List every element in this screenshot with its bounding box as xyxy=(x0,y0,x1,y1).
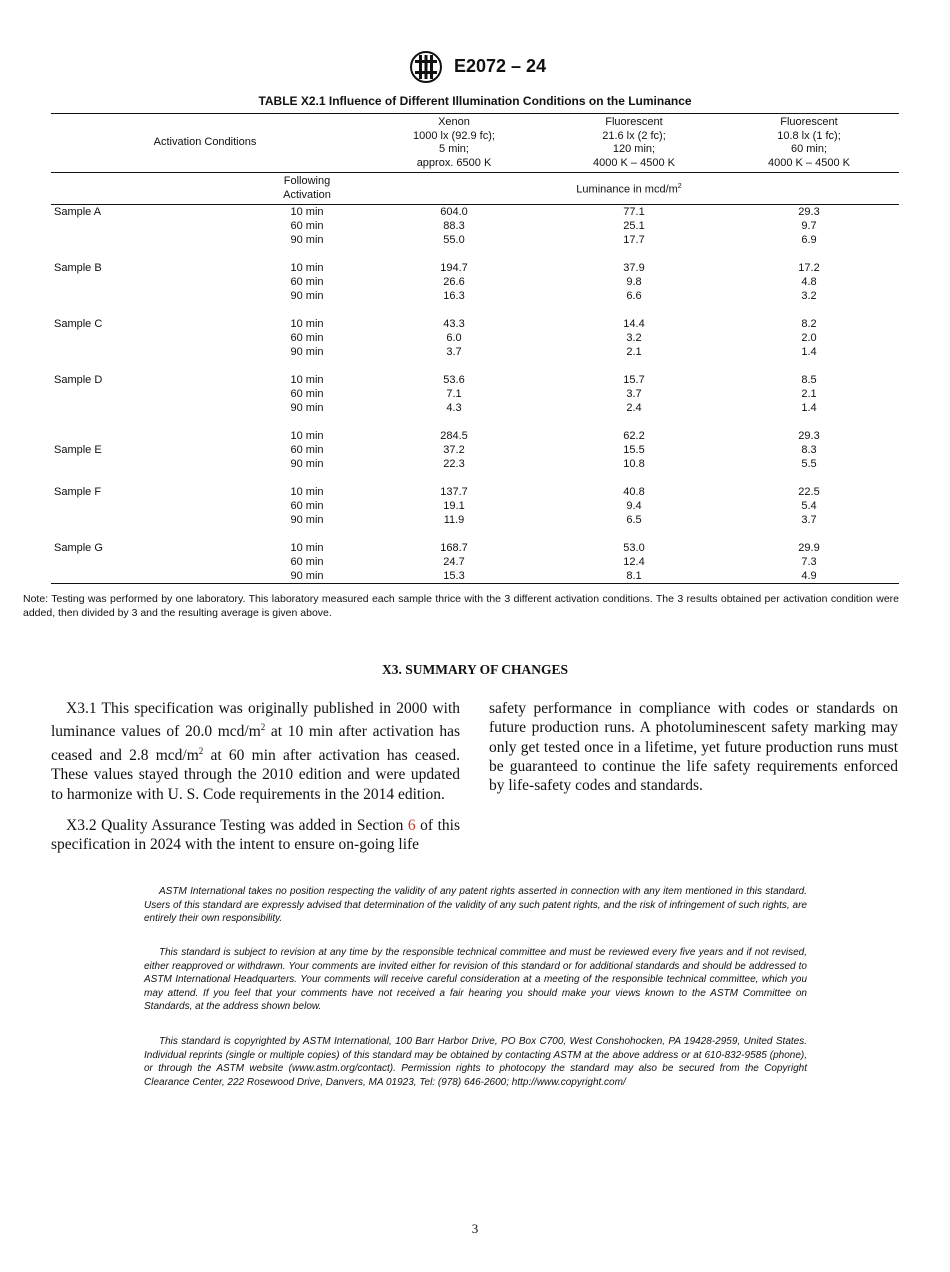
luminance-value-cell: 1.4 xyxy=(801,402,817,414)
sample-name-cell xyxy=(51,219,255,233)
sample-name-cell: Sample A xyxy=(54,206,102,218)
luminance-value-cell: 16.3 xyxy=(443,290,465,302)
sample-name-cell: Sample B xyxy=(54,262,102,274)
luminance-value-cell: 14.4 xyxy=(623,318,645,330)
luminance-value-cell: 3.2 xyxy=(801,290,817,302)
luminance-value-cell: 10.8 xyxy=(623,458,645,470)
luminance-value-cell: 15.3 xyxy=(359,569,549,584)
activation-time-cell: 10 min xyxy=(290,262,324,274)
paragraph-x3-2-continued: safety performance in compliance with codes or standards on future production runs. A photoluminescent safety marking may only get tested once in a lifetime, yet future production runs must be guaranteed to continue the life safety requirements enforced by life-safety codes and standards. xyxy=(489,700,898,795)
table-row xyxy=(51,569,899,584)
luminance-value-cell: 88.3 xyxy=(443,220,465,232)
activation-time-cell: 90 min xyxy=(290,458,324,470)
table-row xyxy=(51,555,899,569)
table-row xyxy=(51,485,899,499)
luminance-value-cell: 29.9 xyxy=(798,542,820,554)
sample-name-cell: Sample E xyxy=(54,444,102,456)
luminance-value-cell: 8.2 xyxy=(801,318,817,330)
activation-time-cell: 60 min xyxy=(290,276,324,288)
table-row xyxy=(51,541,899,555)
luminance-value-cell: 29.3 xyxy=(798,206,820,218)
luminance-value-cell: 11.9 xyxy=(443,514,465,526)
document-designation: E2072 – 24 xyxy=(454,56,547,76)
sample-name-cell xyxy=(51,401,255,415)
spacer-row xyxy=(51,303,899,317)
sample-name-cell: Sample F xyxy=(54,486,102,498)
table-row xyxy=(51,275,899,289)
luminance-unit-header: Luminance in mcd/$m^2$ xyxy=(359,173,899,205)
sample-name-cell xyxy=(51,289,255,303)
table-row xyxy=(51,233,899,247)
luminance-value-cell: 37.2 xyxy=(443,444,465,456)
luminance-value-cell: 15.7 xyxy=(623,374,645,386)
activation-time-cell: 60 min xyxy=(290,332,324,344)
luminance-value-cell: 3.2 xyxy=(626,332,642,344)
activation-time-cell: 90 min xyxy=(290,234,324,246)
revision-notice: This standard is subject to revision at any time by the responsible technical committee and must be reviewed every five years and if not revised, either reapproved or withdrawn. Your comments are invited either for revision of this standard or for additional standards and should be addressed to ASTM International Headquarters. Your comments will receive careful consideration at a meeting of the responsible technical committee, which you may attend. If you feel that your comments have not received a fair hearing you should make your views known to the ASTM Committee on Standards, at the address shown below. xyxy=(144,947,807,1013)
luminance-value-cell: 5.5 xyxy=(801,458,817,470)
luminance-value-cell: 26.6 xyxy=(443,276,465,288)
luminance-value-cell: 24.7 xyxy=(443,556,465,568)
spacer-row xyxy=(51,471,899,485)
luminance-value-cell: 2.0 xyxy=(801,332,817,344)
table-row xyxy=(51,429,899,443)
luminance-value-cell: 17.7 xyxy=(623,234,645,246)
table-row xyxy=(51,373,899,387)
luminance-value-cell: 7.1 xyxy=(446,388,462,400)
luminance-value-cell: 25.1 xyxy=(623,220,645,232)
activation-time-cell: 10 min xyxy=(290,486,324,498)
luminance-value-cell: 8.5 xyxy=(801,374,817,386)
table-row xyxy=(51,289,899,303)
luminance-value-cell: 12.4 xyxy=(623,556,645,568)
luminance-value-cell: 4.8 xyxy=(801,276,817,288)
copyright-notice: This standard is copyrighted by ASTM International, 100 Barr Harbor Drive, PO Box C700, West Conshohocken, PA 19428-2959, United States. Individual reprints (single or multiple copies) of this standard may be obtained by contacting ASTM at the above address or at 610-832-9585 (phone), or through the ASTM website (www.astm.org/contact). Permission rights to photocopy the standard may also be secured from the Copyright Clearance Center, 222 Rosewood Drive, Danvers, MA 01923, Tel: (978) 646-2600; http://www.copyright.com/ xyxy=(144,1036,807,1088)
luminance-value-cell: 53.0 xyxy=(623,542,645,554)
astm-logo-icon xyxy=(408,50,444,84)
sample-name-cell xyxy=(51,275,255,289)
section-heading: X3. SUMMARY OF CHANGES xyxy=(381,662,569,677)
table-note: Note: Testing was performed by one laboratory. This laboratory measured each sample thrice with the 3 different activation conditions. The 3 results obtained per activation condition were added, then divided by 3 and the resulting average is given above. xyxy=(23,593,899,619)
activation-time-cell: 60 min xyxy=(290,444,324,456)
sample-name-cell xyxy=(51,345,255,359)
luminance-value-cell: 1.4 xyxy=(801,346,817,358)
luminance-value-cell: 6.5 xyxy=(626,514,642,526)
spacer-row xyxy=(51,359,899,373)
luminance-value-cell: 5.4 xyxy=(801,500,817,512)
patent-notice: ASTM International takes no position respecting the validity of any patent rights asserted in connection with any item mentioned in this standard. Users of this standard are expressly advised that determination of the validity of any such patent rights, and the risk of infringement of such rights, are entirely their own responsibility. xyxy=(144,886,807,925)
table-row xyxy=(51,513,899,527)
table-row xyxy=(51,443,899,457)
section-6-link[interactable]: 6 xyxy=(407,816,416,834)
activation-time-cell: 10 min xyxy=(290,542,324,554)
activation-time-cell: 10 min xyxy=(290,206,324,218)
table-row xyxy=(51,317,899,331)
luminance-value-cell: 9.7 xyxy=(801,220,817,232)
sample-name-cell xyxy=(51,513,255,527)
spacer-row xyxy=(51,527,899,541)
table-row xyxy=(51,401,899,415)
luminance-value-cell: 604.0 xyxy=(440,206,468,218)
luminance-value-cell: 3.7 xyxy=(801,514,817,526)
luminance-value-cell: 55.0 xyxy=(443,234,465,246)
luminance-value-cell: 22.3 xyxy=(443,458,465,470)
column-header-xenon: Xenon 1000 lx (92.9 fc); 5 min; approx. 6500 K xyxy=(359,114,549,173)
paragraph-x3-2: X3.2 Quality Assurance Testing was added in Section 6 of this specification in 2024 with the intent to ensure on-going life xyxy=(51,816,460,854)
document-header xyxy=(0,50,950,86)
table-row xyxy=(51,205,899,220)
activation-time-cell: 60 min xyxy=(290,500,324,512)
luminance-value-cell: 22.5 xyxy=(798,486,820,498)
sample-name-cell xyxy=(51,555,255,569)
sample-name-cell xyxy=(51,569,255,584)
activation-time-cell: 90 min xyxy=(290,514,324,526)
luminance-value-cell: 15.5 xyxy=(623,444,645,456)
table-title: TABLE X2.1 Influence of Different Illumination Conditions on the Luminance xyxy=(258,94,692,108)
luminance-value-cell: 53.6 xyxy=(443,374,465,386)
activation-time-cell: 90 min xyxy=(290,346,324,358)
sample-name-cell: Sample C xyxy=(54,318,103,330)
luminance-value-cell: 19.1 xyxy=(443,500,465,512)
luminance-value-cell: 3.7 xyxy=(446,346,462,358)
luminance-value-cell: 284.5 xyxy=(440,430,468,442)
sample-name-cell xyxy=(51,429,255,443)
luminance-value-cell: 43.3 xyxy=(443,318,465,330)
activation-time-cell: 10 min xyxy=(290,374,324,386)
column-header-fluorescent-1fc: Fluorescent 10.8 lx (1 fc); 60 min; 4000 K – 4500 K xyxy=(719,114,899,173)
luminance-value-cell: 40.8 xyxy=(623,486,645,498)
luminance-value-cell: 9.8 xyxy=(626,276,642,288)
table-row xyxy=(51,219,899,233)
activation-time-cell: 60 min xyxy=(290,556,324,568)
luminance-value-cell: 4.9 xyxy=(719,569,899,584)
luminance-value-cell: 2.4 xyxy=(626,402,642,414)
activation-conditions-header: Activation Conditions xyxy=(51,114,359,173)
table-row xyxy=(51,499,899,513)
sample-name-cell xyxy=(51,233,255,247)
table-body xyxy=(51,205,899,584)
sample-name-cell xyxy=(51,387,255,401)
luminance-value-cell: 29.3 xyxy=(798,430,820,442)
luminance-value-cell: 6.6 xyxy=(626,290,642,302)
luminance-value-cell: 77.1 xyxy=(623,206,645,218)
luminance-value-cell: 17.2 xyxy=(798,262,820,274)
luminance-value-cell: 194.7 xyxy=(440,262,468,274)
luminance-value-cell: 2.1 xyxy=(626,346,642,358)
luminance-value-cell: 168.7 xyxy=(440,542,468,554)
spacer-row xyxy=(51,247,899,261)
luminance-value-cell: 4.3 xyxy=(446,402,462,414)
table-row xyxy=(51,457,899,471)
page-number: 3 xyxy=(471,1221,479,1236)
table-row xyxy=(51,331,899,345)
sample-name-cell xyxy=(51,499,255,513)
sample-name-cell: Sample G xyxy=(54,542,103,554)
activation-time-cell: 90 min xyxy=(290,402,324,414)
sample-name-cell xyxy=(51,331,255,345)
following-activation-header: Following Activation xyxy=(255,173,359,205)
luminance-value-cell: 8.3 xyxy=(801,444,817,456)
activation-time-cell: 10 min xyxy=(290,318,324,330)
table-row xyxy=(51,387,899,401)
spacer-row xyxy=(51,415,899,429)
activation-time-cell: 90 min xyxy=(290,290,324,302)
activation-time-cell: 90 min xyxy=(255,569,359,584)
table-row xyxy=(51,261,899,275)
luminance-table xyxy=(51,113,899,584)
sample-name-cell xyxy=(51,457,255,471)
luminance-value-cell: 6.9 xyxy=(801,234,817,246)
sample-name-cell: Sample D xyxy=(54,374,103,386)
luminance-value-cell: 7.3 xyxy=(801,556,817,568)
paragraph-x3-1: X3.1 This specification was originally published in 2000 with luminance values of 20.0 mcd/$m^2$ at 10 min after activation has ceased and 2.8 mcd/$m^2$ at 60 min after activation has ceased. These values stayed through the 2010 edition and were updated to harmonize with U. S. Code requirements in the 2014 edition. xyxy=(51,700,460,803)
luminance-value-cell: 2.1 xyxy=(801,388,817,400)
luminance-value-cell: 8.1 xyxy=(549,569,719,584)
table-row xyxy=(51,345,899,359)
column-header-fluorescent-2fc: Fluorescent 21.6 lx (2 fc); 120 min; 4000 K – 4500 K xyxy=(549,114,719,173)
summary-left-column xyxy=(51,699,460,854)
luminance-value-cell: 9.4 xyxy=(626,500,642,512)
luminance-value-cell: 37.9 xyxy=(623,262,645,274)
luminance-value-cell: 6.0 xyxy=(446,332,462,344)
luminance-value-cell: 3.7 xyxy=(626,388,642,400)
summary-right-column xyxy=(489,699,898,795)
luminance-value-cell: 62.2 xyxy=(623,430,645,442)
activation-time-cell: 60 min xyxy=(290,388,324,400)
activation-time-cell: 10 min xyxy=(290,430,324,442)
luminance-value-cell: 137.7 xyxy=(440,486,468,498)
activation-time-cell: 60 min xyxy=(290,220,324,232)
